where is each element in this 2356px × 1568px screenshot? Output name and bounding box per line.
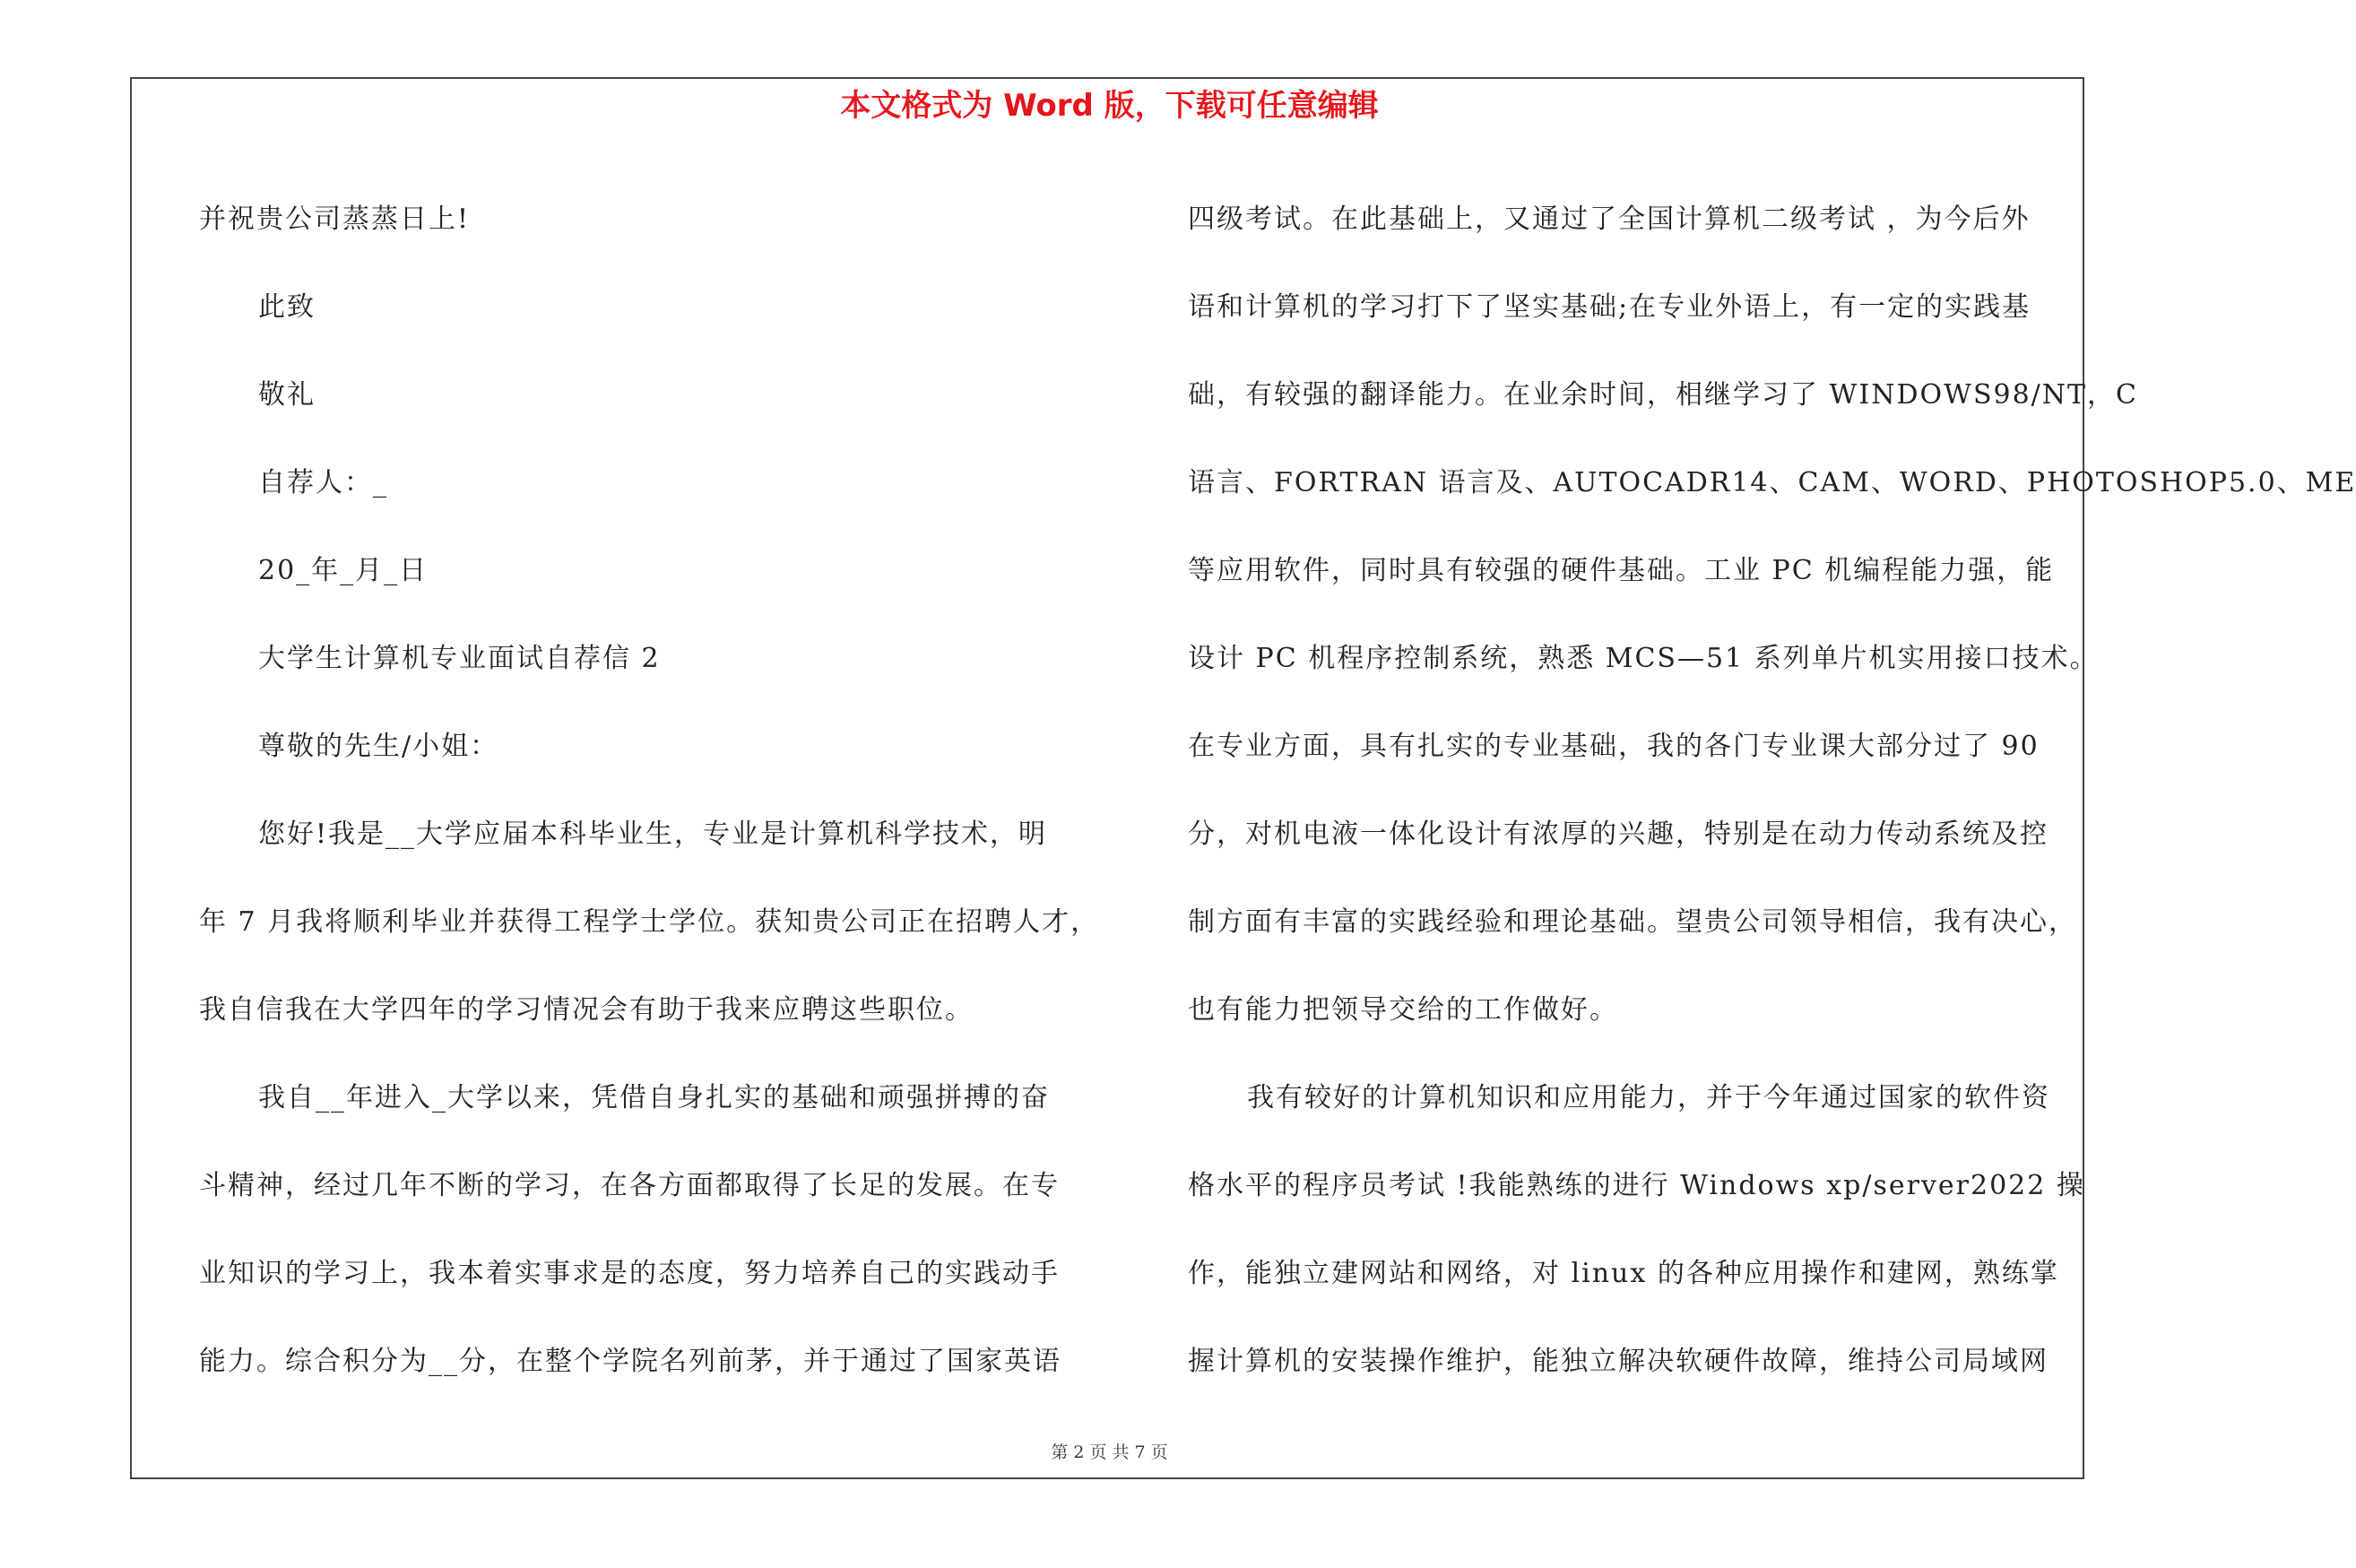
text-line: 自荐人：_ (258, 467, 388, 498)
text-line: 四级考试。在此基础上，又通过了全国计算机二级考试 ，为今后外 (1188, 204, 2031, 235)
text-line: 我有较好的计算机知识和应用能力，并于今年通过国家的软件资 (1247, 1082, 2050, 1113)
text-line: 在专业方面，具有扎实的专业基础，我的各门专业课大部分过了 90 (1188, 731, 2040, 762)
text-line: 设计 PC 机程序控制系统，熟悉 MCS—51 系列单片机实用接口技术。 (1188, 643, 2099, 674)
text-line: 我自__年进入_大学以来，凭借自身扎实的基础和顽强拼搏的奋 (258, 1082, 1050, 1113)
left-text-column (199, 176, 1100, 1406)
text-line: 并祝贵公司蒸蒸日上! (199, 204, 471, 235)
text-line: 语和计算机的学习打下了坚实基础;在专业外语上，有一定的实践基 (1188, 291, 2031, 323)
text-line: 尊敬的先生/小姐： (258, 731, 499, 762)
text-line: 敬礼 (258, 379, 316, 411)
text-line: 此致 (258, 291, 316, 323)
text-line: 也有能力把领导交给的工作做好。 (1188, 994, 1618, 1026)
text-line: 您好!我是__大学应届本科毕业生，专业是计算机科学技术，明 (258, 819, 1048, 850)
text-line: 年 7 月我将顺利毕业并获得工程学士学位。获知贵公司正在招聘人才， (199, 906, 1100, 938)
text-line: 我自信我在大学四年的学习情况会有助于我来应聘这些职位。 (199, 994, 974, 1026)
format-banner: 本文格式为 Word 版，下载可任意编辑 (840, 88, 1379, 124)
text-line: 握计算机的安装操作维护，能独立解决软硬件故障，维持公司局域网 (1188, 1346, 2049, 1377)
text-line: 20_年_月_日 (258, 555, 429, 586)
page-footer: 第 2 页 共 7 页 (1051, 1442, 1168, 1462)
text-line: 制方面有丰富的实践经验和理论基础。望贵公司领导相信，我有决心， (1188, 906, 2077, 938)
text-line: 语言、FORTRAN 语言及、AUTOCADR14、CAM、WORD、PHOTOSHOP5.0、ME (1188, 467, 2356, 498)
text-line: 大学生计算机专业面试自荐信 2 (258, 643, 661, 674)
text-line: 斗精神，经过几年不断的学习，在各方面都取得了长足的发展。在专 (199, 1170, 1060, 1201)
text-line: 能力。综合积分为__分，在整个学院名列前茅，并于通过了国家英语 (199, 1346, 1061, 1377)
text-line: 础，有较强的翻译能力。在业余时间，相继学习了 WINDOWS98/NT，C (1188, 379, 2139, 411)
text-line: 分，对机电液一体化设计有浓厚的兴趣，特别是在动力传动系统及控 (1188, 819, 2049, 850)
text-line: 等应用软件，同时具有较强的硬件基础。工业 PC 机编程能力强，能 (1188, 555, 2055, 586)
right-text-column (1188, 176, 2356, 1406)
text-line: 业知识的学习上，我本着实事求是的态度，努力培养自己的实践动手 (199, 1258, 1060, 1289)
text-line: 作，能独立建网站和网络，对 linux 的各种应用操作和建网，熟练掌 (1188, 1258, 2059, 1289)
text-line: 格水平的程序员考试 !我能熟练的进行 Windows xp/server2022 操 (1188, 1170, 2085, 1201)
